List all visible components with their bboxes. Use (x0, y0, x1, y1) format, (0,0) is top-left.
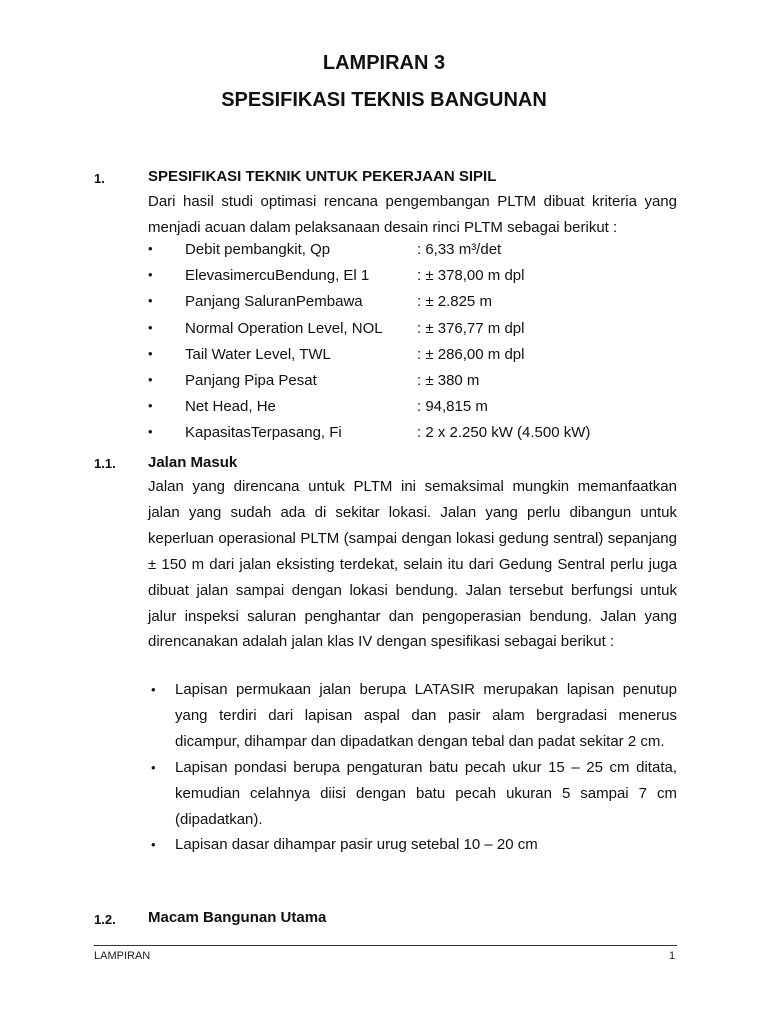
spec-label: Tail Water Level, TWL (185, 346, 331, 363)
spec-value: : 6,33 m³/det (417, 241, 502, 258)
spec-row (148, 320, 688, 346)
spec-value: : ± 286,00 m dpl (417, 346, 525, 363)
spec-label: Normal Operation Level, NOL (185, 320, 383, 337)
footer-divider (94, 945, 677, 946)
bullet-icon: • (148, 372, 153, 387)
spec-label: Net Head, He (185, 398, 276, 415)
bullet-icon: • (148, 293, 153, 308)
bullet-icon: • (148, 267, 153, 282)
bullet-icon: • (151, 682, 156, 697)
bullet-icon: • (148, 424, 153, 439)
spec-row (148, 241, 688, 267)
list-item (148, 677, 677, 755)
spec-value: : ± 378,00 m dpl (417, 267, 525, 284)
bullet-icon: • (148, 241, 153, 256)
spec-label: Panjang SaluranPembawa (185, 293, 363, 310)
footer-label: LAMPIRAN (94, 950, 151, 962)
section-1-1-title: Jalan Masuk (148, 454, 238, 471)
section-1-title: SPESIFIKASI TEKNIK UNTUK PEKERJAAN SIPIL (148, 168, 497, 185)
spec-value: : 2 x 2.250 kW (4.500 kW) (417, 424, 591, 441)
road-spec-list (148, 677, 677, 858)
spec-row (148, 346, 688, 372)
spec-value: : ± 380 m (417, 372, 480, 389)
spec-row (148, 267, 688, 293)
document-title: LAMPIRAN 3 (322, 52, 446, 74)
spec-label: ElevasimercuBendung, El 1 (185, 267, 370, 284)
spec-row (148, 398, 688, 424)
section-1-1-number: 1.1. (94, 456, 116, 471)
bullet-icon: • (148, 320, 153, 335)
list-item-text: Lapisan dasar dihampar pasir urug setebal 10 – 20 cm (175, 836, 538, 854)
section-1-number: 1. (94, 171, 105, 186)
list-item-text: Lapisan permukaan jalan berupa LATASIR merupakan lapisan penutup yang terdiri dari lapisan aspal dan pasir alam bergradasi menerus dicampur, dihampar dan dipadatkan dengan tebal dan padat sekitar 2 cm. (175, 681, 677, 750)
bullet-icon: • (151, 837, 156, 853)
spec-row (148, 424, 688, 450)
bullet-icon: • (148, 398, 153, 413)
section-1-intro: Dari hasil studi optimasi rencana pengembangan PLTM dibuat kriteria yang menjadi acuan dalam pelaksanaan desain rinci PLTM sebagai berikut : (148, 193, 677, 236)
section-1-2-title: Macam Bangunan Utama (148, 909, 327, 926)
page-number: 1 (669, 950, 676, 962)
spec-label: Debit pembangkit, Qp (185, 241, 331, 258)
spec-value: : 94,815 m (417, 398, 488, 415)
bullet-icon: • (148, 346, 153, 361)
section-1-1-body: Jalan yang direncana untuk PLTM ini semaksimal mungkin memanfaatkan jalan yang sudah ada di sekitar lokasi. Jalan yang perlu dibangun untuk keperluan operasional PLTM (sampai dengan lokasi gedung sentral) sepanjang ± 150 m dari jalan eksisting terdekat, selain itu dari Gedung Sentral perlu juga dibuat jalan sampai dengan lokasi bendung. Jalan tersebut berfungsi untuk jalur inspeksi saluran penghantar dan pengoperasian bendung. Jalan yang direncanakan adalah jalan klas IV dengan spesifikasi sebagai berikut : (148, 478, 677, 651)
section-1-2-number: 1.2. (94, 912, 116, 927)
list-item (148, 755, 677, 833)
list-item (148, 832, 677, 858)
document-subtitle: SPESIFIKASI TEKNIS BANGUNAN (221, 89, 547, 111)
spec-label: KapasitasTerpasang, Fi (185, 424, 342, 441)
spec-value: : ± 376,77 m dpl (417, 320, 525, 337)
spec-row (148, 372, 688, 398)
spec-value: : ± 2.825 m (417, 293, 492, 310)
list-item-text: Lapisan pondasi berupa pengaturan batu pecah ukur 15 – 25 cm ditata, kemudian celahnya diisi dengan batu pecah ukuran 5 sampai 7 cm (dipadatkan). (175, 758, 677, 828)
bullet-icon: • (151, 759, 156, 775)
spec-row (148, 293, 688, 319)
spec-label: Panjang Pipa Pesat (185, 372, 317, 389)
